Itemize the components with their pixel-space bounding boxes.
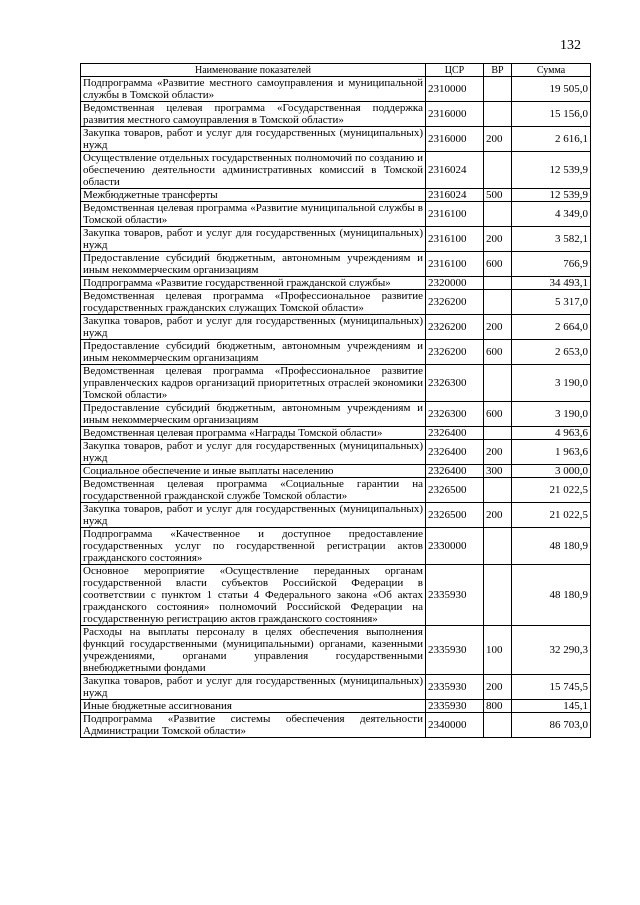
cell-code: 2326300: [426, 402, 484, 427]
table-row: [81, 315, 591, 340]
cell-name: Социальное обеспечение и иные выплаты населению: [81, 465, 426, 478]
cell-code: 2316100: [426, 202, 484, 227]
cell-code: 2330000: [426, 528, 484, 565]
cell-sum: 34 493,1: [512, 277, 591, 290]
cell-sum: 1 963,6: [512, 440, 591, 465]
cell-code: 2316024: [426, 189, 484, 202]
cell-name: Предоставление субсидий бюджетным, автономным учреждениям и иным некоммерческим организациям: [81, 402, 426, 427]
table-row: [81, 227, 591, 252]
table-row: [81, 478, 591, 503]
cell-code: 2326500: [426, 503, 484, 528]
cell-name: Осуществление отдельных государственных полномочий по созданию и обеспечению деятельности административных комиссий в Томской области: [81, 152, 426, 189]
cell-name: Подпрограмма «Качественное и доступное предоставление государственных услуг по государственной регистрации актов гражданского состояния»: [81, 528, 426, 565]
page-number: 132: [560, 38, 581, 53]
cell-vr: [484, 152, 512, 189]
table-row: [81, 713, 591, 738]
cell-sum: 21 022,5: [512, 503, 591, 528]
cell-name: Закупка товаров, работ и услуг для государственных (муниципальных) нужд: [81, 675, 426, 700]
cell-sum: 48 180,9: [512, 528, 591, 565]
cell-name: Подпрограмма «Развитие системы обеспечения деятельности Администрации Томской области»: [81, 713, 426, 738]
cell-vr: [484, 290, 512, 315]
cell-name: Закупка товаров, работ и услуг для государственных (муниципальных) нужд: [81, 503, 426, 528]
table-row: [81, 440, 591, 465]
cell-sum: 86 703,0: [512, 713, 591, 738]
cell-code: 2316024: [426, 152, 484, 189]
cell-code: 2326200: [426, 290, 484, 315]
cell-vr: 200: [484, 127, 512, 152]
cell-vr: [484, 528, 512, 565]
cell-name: Закупка товаров, работ и услуг для государственных (муниципальных) нужд: [81, 315, 426, 340]
cell-vr: 500: [484, 189, 512, 202]
table-row: [81, 528, 591, 565]
cell-code: 2335930: [426, 700, 484, 713]
table-row: [81, 77, 591, 102]
cell-name: Предоставление субсидий бюджетным, автономным учреждениям и иным некоммерческим организациям: [81, 340, 426, 365]
cell-vr: 200: [484, 440, 512, 465]
table-row: [81, 700, 591, 713]
cell-code: 2316000: [426, 102, 484, 127]
cell-name: Ведомственная целевая программа «Социальные гарантии на государственной гражданской службе Томской области»: [81, 478, 426, 503]
cell-name: Закупка товаров, работ и услуг для государственных (муниципальных) нужд: [81, 227, 426, 252]
cell-vr: [484, 202, 512, 227]
cell-vr: 800: [484, 700, 512, 713]
cell-name: Межбюджетные трансферты: [81, 189, 426, 202]
table-row: [81, 465, 591, 478]
header-name: Наименование показателей: [81, 64, 426, 77]
cell-code: 2326400: [426, 465, 484, 478]
cell-vr: [484, 478, 512, 503]
cell-sum: 19 505,0: [512, 77, 591, 102]
cell-sum: 766,9: [512, 252, 591, 277]
cell-code: 2326400: [426, 427, 484, 440]
cell-code: 2326200: [426, 315, 484, 340]
table-row: [81, 252, 591, 277]
cell-sum: 2 664,0: [512, 315, 591, 340]
cell-vr: 600: [484, 402, 512, 427]
cell-code: 2316100: [426, 252, 484, 277]
cell-vr: [484, 102, 512, 127]
cell-name: Ведомственная целевая программа «Профессиональное развитие управленческих кадров организаций приоритетных отраслей экономики Томской области»: [81, 365, 426, 402]
cell-name: Закупка товаров, работ и услуг для государственных (муниципальных) нужд: [81, 440, 426, 465]
table-body: [81, 77, 591, 738]
table-row: [81, 503, 591, 528]
cell-vr: 200: [484, 315, 512, 340]
cell-code: 2326200: [426, 340, 484, 365]
table-row: [81, 202, 591, 227]
cell-vr: 200: [484, 675, 512, 700]
table-row: [81, 277, 591, 290]
cell-code: 2320000: [426, 277, 484, 290]
cell-code: 2326300: [426, 365, 484, 402]
cell-sum: 2 616,1: [512, 127, 591, 152]
cell-sum: 15 745,5: [512, 675, 591, 700]
cell-code: 2316000: [426, 127, 484, 152]
cell-vr: 200: [484, 503, 512, 528]
cell-code: 2340000: [426, 713, 484, 738]
table-header-row: [81, 64, 591, 77]
cell-code: 2335930: [426, 626, 484, 675]
cell-vr: 600: [484, 340, 512, 365]
cell-code: 2316100: [426, 227, 484, 252]
cell-name: Подпрограмма «Развитие государственной гражданской службы»: [81, 277, 426, 290]
header-vr: ВР: [484, 64, 512, 77]
header-sum: Сумма: [512, 64, 591, 77]
table-row: [81, 427, 591, 440]
cell-sum: 3 190,0: [512, 365, 591, 402]
cell-name: Ведомственная целевая программа «Награды Томской области»: [81, 427, 426, 440]
cell-sum: 12 539,9: [512, 152, 591, 189]
cell-code: 2326400: [426, 440, 484, 465]
budget-table: [80, 63, 591, 738]
cell-vr: 100: [484, 626, 512, 675]
cell-code: 2335930: [426, 565, 484, 626]
cell-sum: 48 180,9: [512, 565, 591, 626]
cell-name: Ведомственная целевая программа «Государственная поддержка развития местного самоуправления в Томской области»: [81, 102, 426, 127]
cell-vr: [484, 277, 512, 290]
table-row: [81, 565, 591, 626]
cell-name: Ведомственная целевая программа «Развитие муниципальной службы в Томской области»: [81, 202, 426, 227]
table-row: [81, 365, 591, 402]
cell-sum: 4 349,0: [512, 202, 591, 227]
cell-vr: 600: [484, 252, 512, 277]
table-row: [81, 402, 591, 427]
cell-vr: 300: [484, 465, 512, 478]
cell-sum: 21 022,5: [512, 478, 591, 503]
cell-sum: 5 317,0: [512, 290, 591, 315]
cell-sum: 145,1: [512, 700, 591, 713]
table-row: [81, 340, 591, 365]
cell-vr: [484, 713, 512, 738]
cell-name: Закупка товаров, работ и услуг для государственных (муниципальных) нужд: [81, 127, 426, 152]
cell-sum: 32 290,3: [512, 626, 591, 675]
cell-name: Расходы на выплаты персоналу в целях обеспечения выполнения функций государственными (муниципальными) органами, казенными учреждениями, органами управления государственными внебюджетными фондами: [81, 626, 426, 675]
cell-name: Подпрограмма «Развитие местного самоуправления и муниципальной службы в Томской области»: [81, 77, 426, 102]
cell-sum: 3 582,1: [512, 227, 591, 252]
cell-name: Ведомственная целевая программа «Профессиональное развитие государственных гражданских служащих Томской области»: [81, 290, 426, 315]
cell-name: Предоставление субсидий бюджетным, автономным учреждениям и иным некоммерческим организациям: [81, 252, 426, 277]
cell-sum: 3 190,0: [512, 402, 591, 427]
cell-code: 2310000: [426, 77, 484, 102]
cell-sum: 12 539,9: [512, 189, 591, 202]
table-row: [81, 626, 591, 675]
cell-vr: 200: [484, 227, 512, 252]
table-row: [81, 102, 591, 127]
cell-sum: 3 000,0: [512, 465, 591, 478]
cell-name: Основное мероприятие «Осуществление переданных органам государственной власти субъектов Российской Федерации в соответствии с пунктом 1 статьи 4 Федерального закона «Об актах гражданского состояния» полномочий Российской Федерации на государственную регистрацию актов гражданского состояния»: [81, 565, 426, 626]
cell-sum: 2 653,0: [512, 340, 591, 365]
table-row: [81, 290, 591, 315]
cell-sum: 4 963,6: [512, 427, 591, 440]
cell-vr: [484, 365, 512, 402]
cell-code: 2335930: [426, 675, 484, 700]
cell-code: 2326500: [426, 478, 484, 503]
table-row: [81, 127, 591, 152]
cell-sum: 15 156,0: [512, 102, 591, 127]
header-code: ЦСР: [426, 64, 484, 77]
table-row: [81, 152, 591, 189]
table-row: [81, 675, 591, 700]
cell-vr: [484, 565, 512, 626]
table-row: [81, 189, 591, 202]
cell-vr: [484, 427, 512, 440]
cell-vr: [484, 77, 512, 102]
cell-name: Иные бюджетные ассигнования: [81, 700, 426, 713]
